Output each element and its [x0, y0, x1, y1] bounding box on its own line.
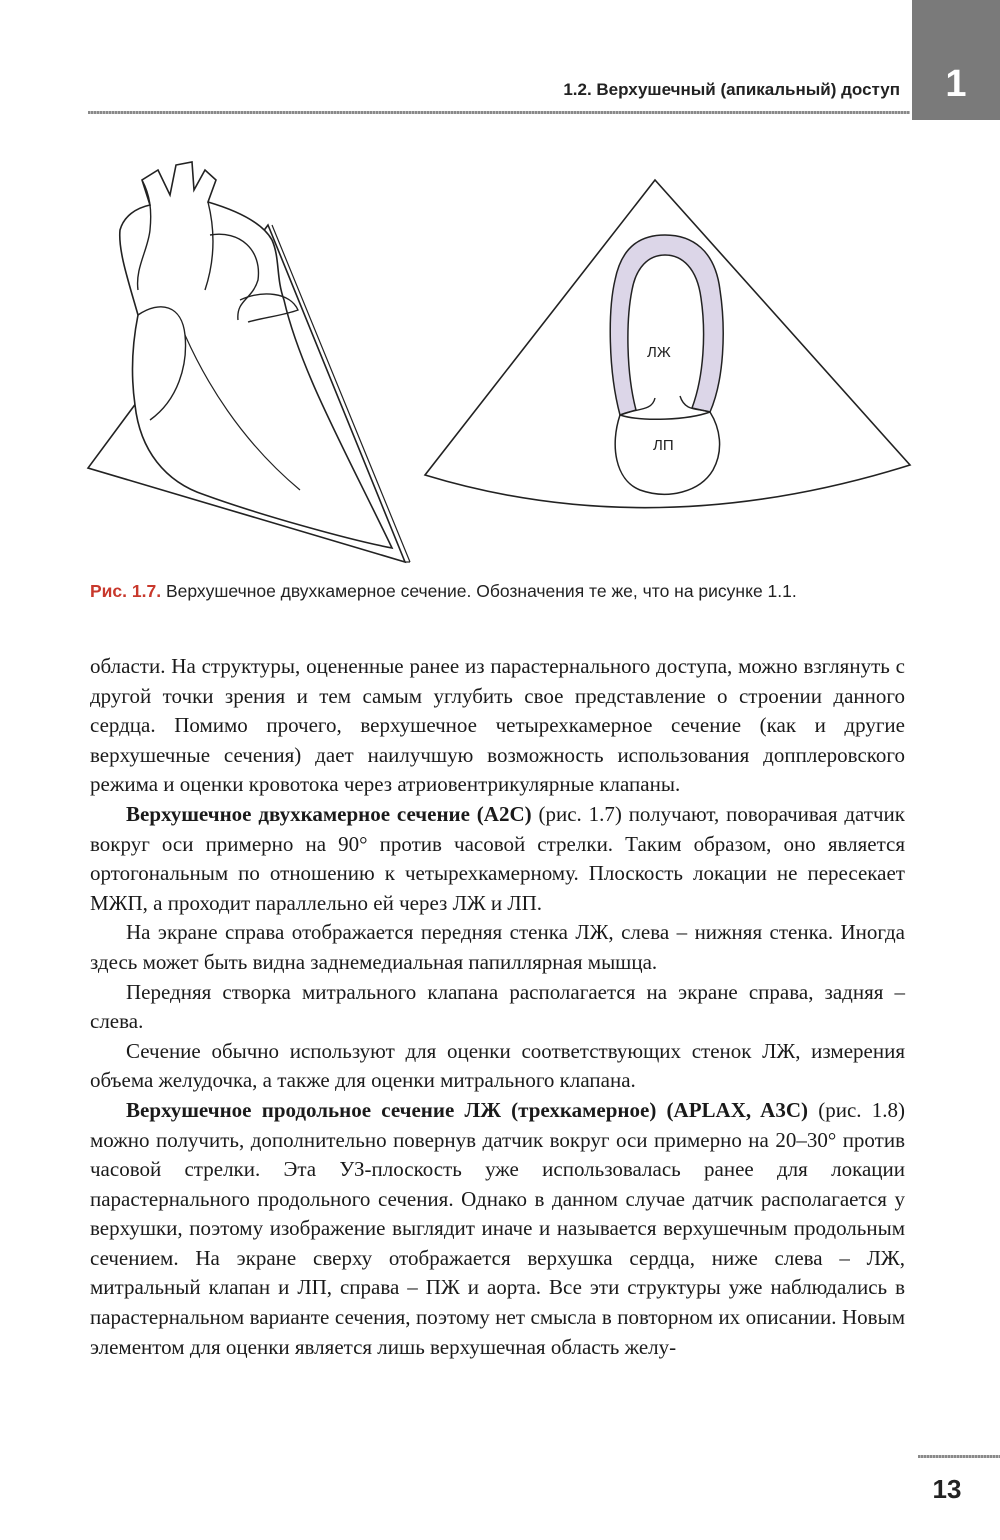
footer-divider — [918, 1455, 1000, 1458]
figure-1-7 — [0, 150, 1000, 580]
caption-label: Рис. 1.7. — [90, 581, 162, 601]
running-head: 1.2. Верхушечный (апикальный) доступ — [563, 80, 900, 99]
term-a2c: Верхушечное двухкамерное сечение (А2С) — [126, 801, 532, 826]
page-number: 13 — [932, 1474, 962, 1504]
paragraph-3: На экране справа отображается передняя стенка ЛЖ, слева – нижняя стенка. Иногда здесь может быть видна заднемедиальная папиллярная мышца. — [90, 920, 905, 974]
echo-sector-illustration — [410, 150, 920, 580]
body-text — [90, 652, 905, 1362]
term-aplax: Верхушечное продольное сечение ЛЖ (трехкамерное) (APLAX, A3C) — [126, 1097, 809, 1122]
chapter-number: 1 — [945, 62, 967, 105]
paragraph-2-text: (рис. 1.7) получают, поворачивая датчик вокруг оси примерно на 90° против часовой стрелки. Таким образом, оно является ортогональным по отношению к четырехкамерному. Плоскость локации не пересекает МЖП, а проходит параллельно ей через ЛЖ и ЛП. — [90, 801, 905, 915]
paragraph-1: области. На структуры, оцененные ранее из парастернального доступа, можно взглянуть с другой точки зрения и тем самым углубить свое представление о строении данного сердца. Помимо прочего, верхушечное четырехкамерное сечение (как и другие верхушечные сечения) дает наилучшую возможность использования допплеровского режима и оценки кровотока через атриовентрикулярные клапаны. — [90, 654, 905, 797]
caption-text: Верхушечное двухкамерное сечение. Обозначения те же, что на рисунке 1.1. — [161, 581, 797, 601]
paragraph-6 — [90, 1096, 905, 1362]
header-divider — [88, 111, 910, 114]
heart-plane-illustration — [0, 150, 430, 580]
paragraph-5: Сечение обычно используют для оценки соответствующих стенок ЛЖ, измерения объема желудочка, а также для оценки митрального клапана. — [90, 1038, 905, 1093]
figure-caption — [90, 578, 905, 604]
paragraph-6-text: (рис. 1.8) можно получить, дополнительно повернув датчик вокруг оси примерно на 20–30° против часовой стрелки. Эта УЗ-плоскость уже использовалась ранее для локации парастернального продольного сечения. Однако в данном случае датчик располагается у верхушки, поэтому изображение выглядит иначе и называется верхушечным продольным сечением. На экране сверху отображается верхушка сердца, ниже слева – ЛЖ, митральный клапан и ЛП, справа – ПЖ и аорта. Все эти структуры уже наблюдались в парастернальном варианте сечения, поэтому нет смысла в повторном их описании. Новым элементом для оценки является лишь верхушечная область желу- — [90, 1097, 906, 1359]
chapter-tab — [912, 0, 1000, 120]
paragraph-2 — [90, 800, 905, 918]
label-lv: ЛЖ — [647, 344, 671, 361]
label-la: ЛП — [653, 437, 674, 454]
paragraph-4: Передняя створка митрального клапана располагается на экране справа, задняя – слева. — [90, 979, 905, 1034]
